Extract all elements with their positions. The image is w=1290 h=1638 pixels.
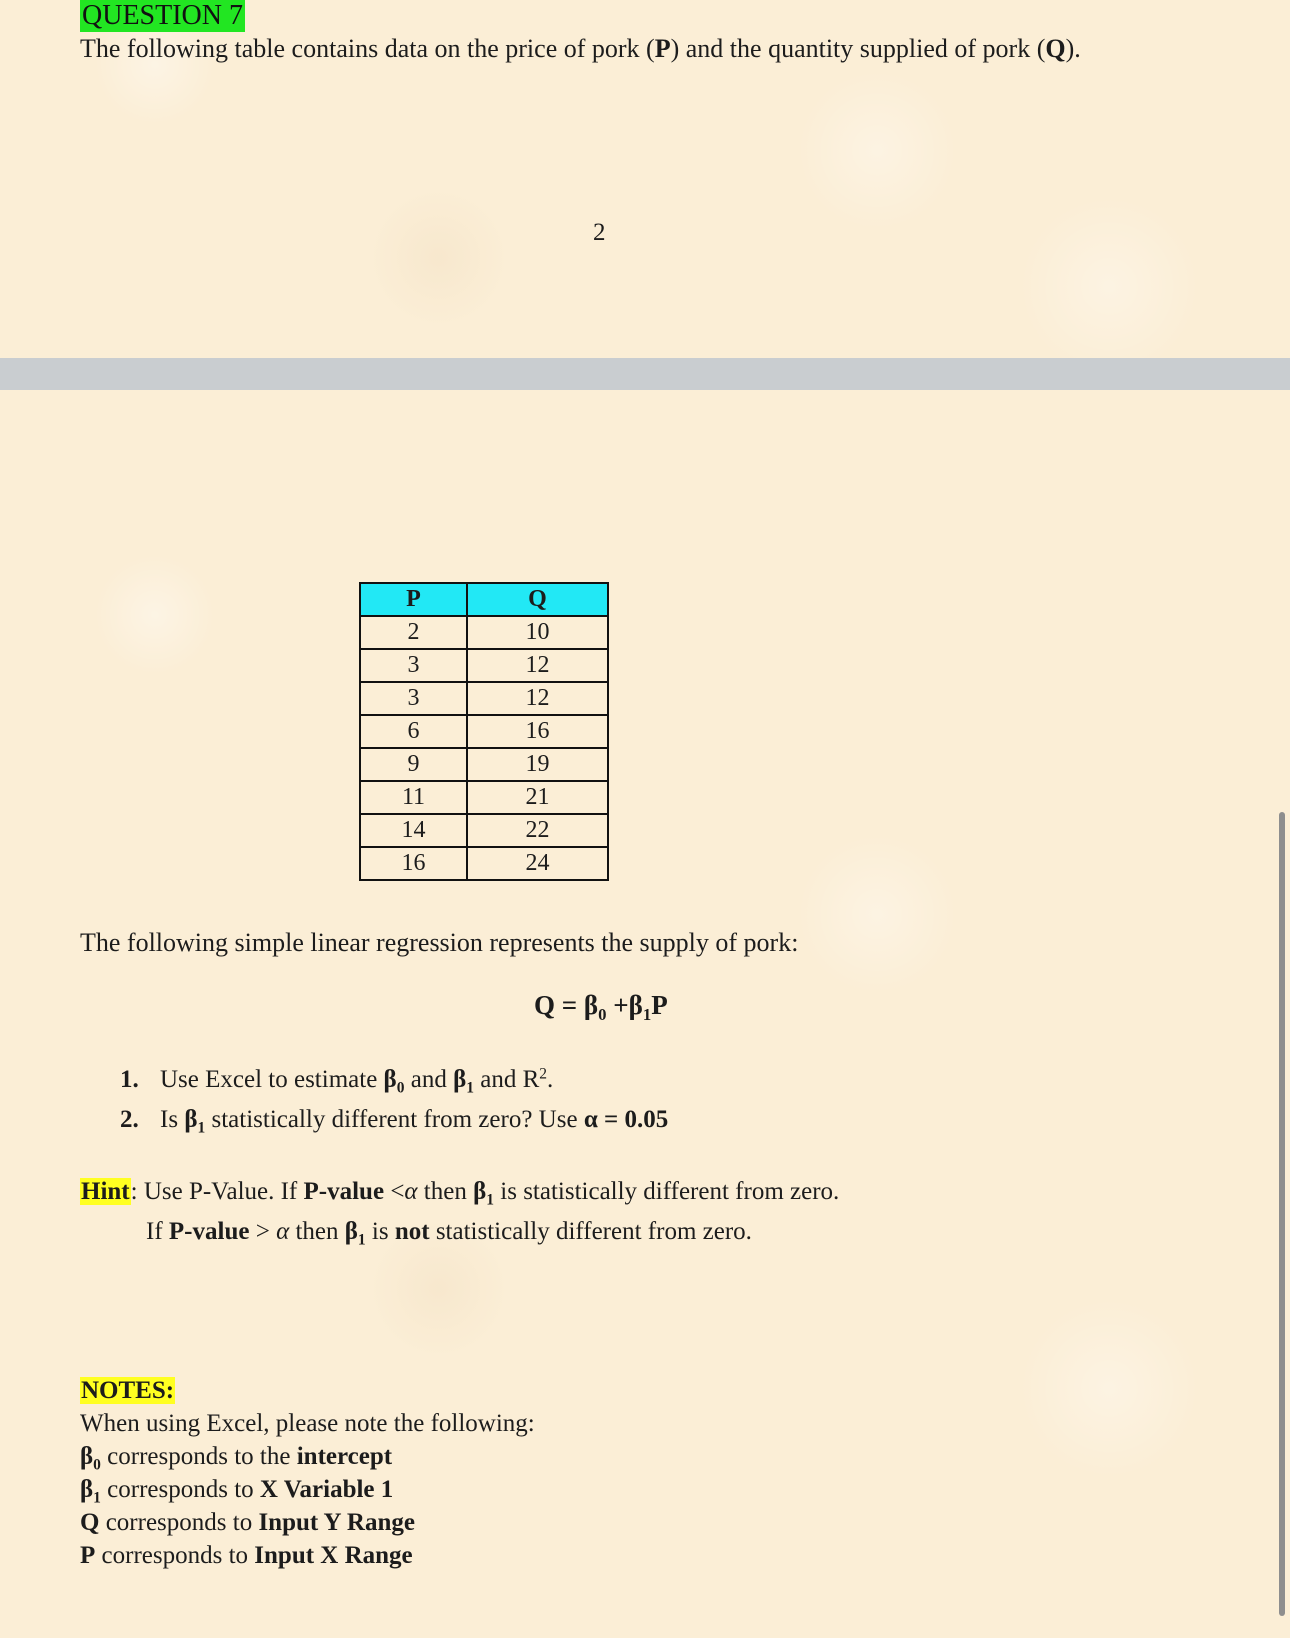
table-row [360,682,608,715]
page-number: 2 [593,219,606,246]
cell-q: 12 [467,682,608,715]
regression-text: The following simple linear regression represents the supply of pork: [80,928,799,957]
cell-p: 6 [360,715,467,748]
notes-intro: When using Excel, please note the following: [80,1410,535,1437]
hint-line-1: Hint: Use P-Value. If P-value <α then $\beta_1$ is statistically different from zero. [81,1178,840,1209]
cell-q: 22 [467,814,608,847]
note-p: P corresponds to Input X Range [80,1542,413,1569]
table-row [360,649,608,682]
table-row [360,748,608,781]
cell-p: 9 [360,748,467,781]
cell-p: 3 [360,649,467,682]
note-beta1: $\beta_1$ corresponds to X Variable 1 [80,1476,394,1507]
vertical-scrollbar[interactable] [1279,812,1285,1616]
header-q: Q [467,583,608,616]
question-intro: The following table contains data on the price of pork (P) and the quantity supplied of pork (Q). [80,34,1081,63]
table-row [360,616,608,649]
cell-q: 12 [467,649,608,682]
pork-data-table [359,582,609,881]
table-row [360,715,608,748]
cell-q: 16 [467,715,608,748]
note-beta0: $\beta_0$ corresponds to the intercept [80,1443,393,1474]
header-p: P [360,583,467,616]
table-row [360,781,608,814]
note-q: Q corresponds to Input Y Range [80,1509,415,1536]
table-row [360,814,608,847]
regression-equation: $Q = \beta_0 +\beta_1P$ [534,990,668,1024]
hint-block [80,1172,839,1252]
table-header-row [360,583,608,616]
cell-p: 2 [360,616,467,649]
cell-q: 21 [467,781,608,814]
notes-label: NOTES: [81,1377,175,1404]
cell-q: 19 [467,748,608,781]
hint-line-2: If P-value > α then $\beta_1$ is not statistically different from zero. [146,1218,752,1249]
cell-p: 14 [360,814,467,847]
question-title: QUESTION 7 [82,0,243,31]
notes-block [80,1374,535,1572]
cell-p: 16 [360,847,467,880]
cell-q: 24 [467,847,608,880]
page-separator [0,358,1290,390]
cell-p: 3 [360,682,467,715]
question-list [120,1060,668,1140]
cell-q: 10 [467,616,608,649]
list-item: 1. Use Excel to estimate $\beta_0$ and $\beta_1$ and $R^2$. [120,1065,554,1097]
table-row [360,847,608,880]
list-item: 2. Is $\beta_1$ statistically different from zero? Use α = 0.05 [120,1106,669,1137]
hint-label: Hint [81,1178,130,1205]
cell-p: 11 [360,781,467,814]
